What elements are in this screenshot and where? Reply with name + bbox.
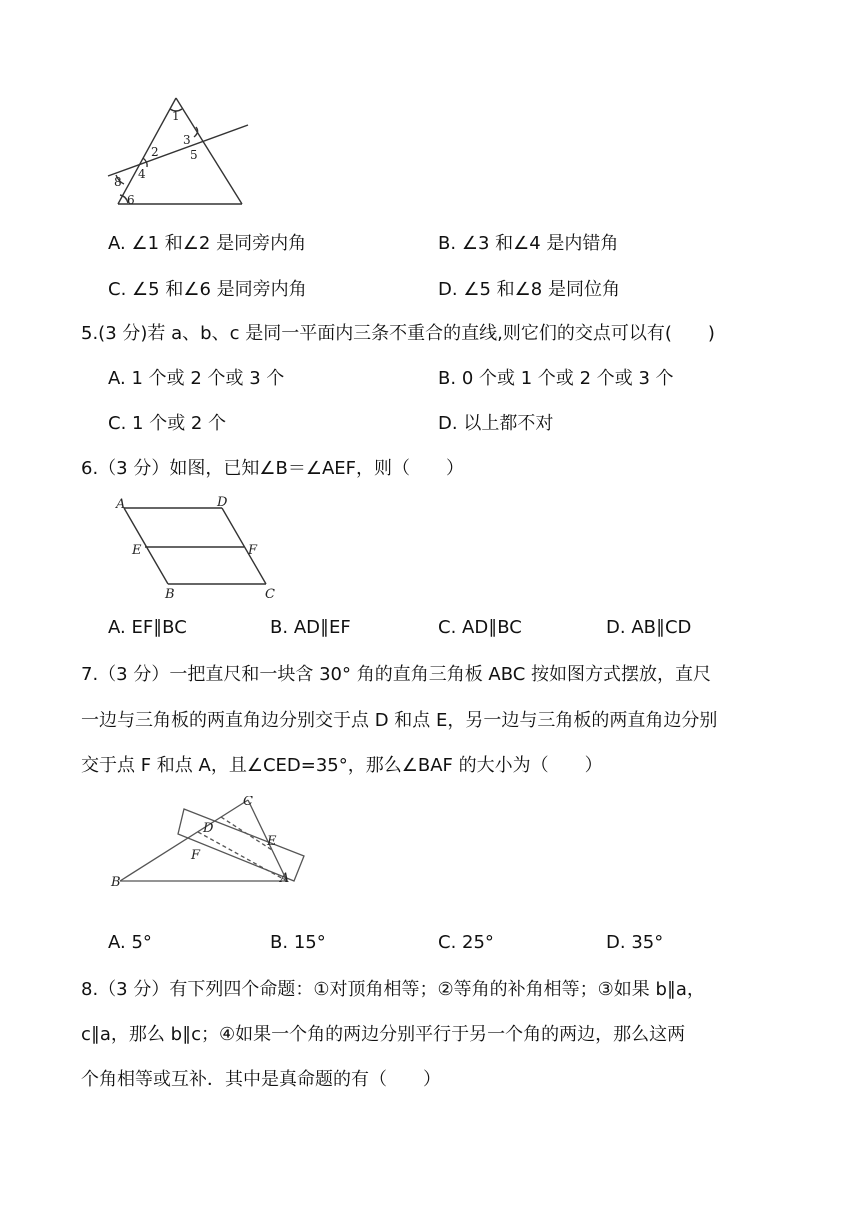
q6-label-b: B	[165, 587, 175, 602]
q7-label-d: D	[203, 821, 214, 836]
q6-option-b[interactable]: B. AD∥EF	[270, 617, 351, 638]
q7-label-f: F	[191, 848, 201, 863]
q4-label-5: 5	[190, 148, 198, 162]
q5-stem: 5.(3 分)若 a、b、c 是同一平面内三条不重合的直线,则它们的交点可以有( )	[81, 323, 715, 344]
q6-option-d[interactable]: D. AB∥CD	[606, 617, 692, 638]
q8-stem-line-1: 8.（3 分）有下列四个命题：①对顶角相等；②等角的补角相等；③如果 b∥a，	[81, 979, 705, 1000]
q7-option-d[interactable]: D. 35°	[606, 932, 664, 953]
q5-option-a[interactable]: A. 1 个或 2 个或 3 个	[108, 368, 285, 389]
q7-figure	[106, 796, 326, 886]
q7-stem-line-1: 7.（3 分）一把直尺和一块含 30° 角的直角三角板 ABC 按如图方式摆放，直尺	[81, 664, 712, 685]
q6-option-a[interactable]: A. EF∥BC	[108, 617, 187, 638]
q4-label-1: 1	[172, 109, 180, 123]
q7-option-a[interactable]: A. 5°	[108, 932, 152, 953]
q8-stem-line-2: c∥a，那么 b∥c；④如果一个角的两边分别平行于另一个角的两边，那么这两	[81, 1024, 686, 1045]
q6-stem: 6.（3 分）如图，已知∠B＝∠AEF，则（ ）	[81, 458, 465, 479]
q7-label-a: A	[280, 871, 290, 886]
q4-option-b[interactable]: B. ∠3 和∠4 是内错角	[438, 233, 619, 254]
q5-option-b[interactable]: B. 0 个或 1 个或 2 个或 3 个	[438, 368, 674, 389]
q7-option-c[interactable]: C. 25°	[438, 932, 494, 953]
q4-option-c[interactable]: C. ∠5 和∠6 是同旁内角	[108, 279, 307, 300]
q7-label-e: E	[267, 834, 277, 849]
q4-option-d[interactable]: D. ∠5 和∠8 是同位角	[438, 279, 620, 300]
q4-option-a[interactable]: A. ∠1 和∠2 是同旁内角	[108, 233, 307, 254]
q6-label-d: D	[217, 495, 228, 510]
q7-label-b: B	[111, 875, 121, 886]
q7-stem-line-2: 一边与三角板的两直角边分别交于点 D 和点 E，另一边与三角板的两直角边分别	[81, 710, 718, 731]
q4-label-3: 3	[183, 133, 191, 147]
q4-label-8: 8	[114, 175, 122, 189]
q8-stem-line-3: 个角相等或互补．其中是真命题的有（ ）	[81, 1069, 441, 1090]
q6-option-c[interactable]: C. AD∥BC	[438, 617, 522, 638]
q6-label-c: C	[265, 587, 275, 602]
q5-option-d[interactable]: D. 以上都不对	[438, 413, 554, 434]
q7-label-c: C	[243, 796, 253, 809]
q4-label-4: 4	[138, 167, 146, 181]
q6-label-e: E	[132, 543, 142, 558]
q6-figure	[108, 492, 288, 602]
q4-figure	[100, 92, 260, 212]
q6-label-a: A	[116, 497, 126, 512]
q7-stem-line-3: 交于点 F 和点 A，且∠CED=35°，那么∠BAF 的大小为（ ）	[81, 755, 603, 776]
q4-label-6: 6	[127, 193, 135, 207]
q4-label-2: 2	[151, 145, 159, 159]
q5-option-c[interactable]: C. 1 个或 2 个	[108, 413, 227, 434]
q6-label-f: F	[248, 543, 258, 558]
q7-option-b[interactable]: B. 15°	[270, 932, 326, 953]
